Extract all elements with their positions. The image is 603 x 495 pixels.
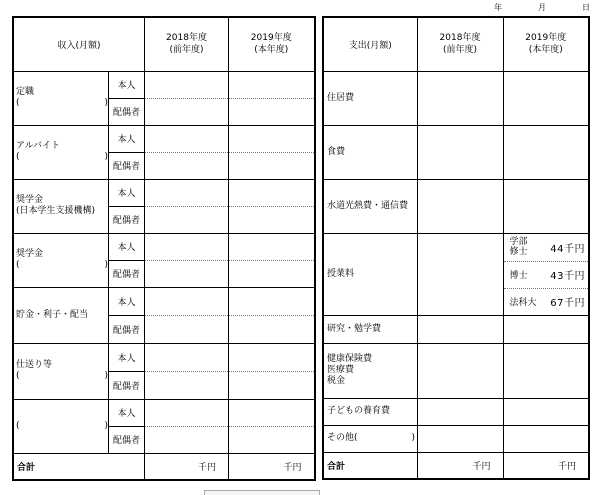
income-parttime-spouse-curr[interactable] — [229, 152, 315, 179]
expense-health-label — [323, 343, 417, 398]
income-row-scholarship-jasso — [13, 179, 109, 233]
expense-table — [322, 16, 590, 480]
expense-col-curr — [503, 17, 589, 71]
expense-utilities-curr[interactable] — [503, 179, 589, 233]
expense-col-prev — [417, 17, 503, 71]
income-custom-self-curr[interactable] — [229, 399, 315, 426]
expense-utilities-label: 水道光熱費・通信費 — [323, 179, 417, 233]
expense-health-prev[interactable] — [417, 343, 503, 398]
expense-utilities-prev[interactable] — [417, 179, 503, 233]
expense-tuition-label: 授業料 — [323, 233, 417, 315]
col-curr-year: 2019年度 — [525, 33, 567, 44]
date-day: 日 — [582, 3, 590, 12]
person-spouse-label: 配偶者 — [109, 260, 145, 287]
tuition-fee-amount: 44千円 — [550, 243, 585, 255]
expense-health-insurance: 健康保険費 — [327, 354, 373, 364]
income-table — [12, 16, 316, 481]
income-row-sublabel: (日本学生支援機構) — [16, 206, 96, 216]
income-row-label: 貯金・利子・配当 — [16, 309, 89, 320]
income-row-custom — [13, 399, 109, 453]
expense-other-text: その他( — [327, 433, 358, 443]
income-row-label: 奨学金 — [16, 249, 44, 259]
income-total-prev-unit[interactable]: 千円 — [145, 453, 229, 480]
expense-research-prev[interactable] — [417, 315, 503, 343]
income-fulltime-self-curr[interactable] — [229, 71, 315, 98]
person-spouse-label: 配偶者 — [109, 152, 145, 179]
expense-food-curr[interactable] — [503, 125, 589, 179]
person-spouse-label: 配偶者 — [109, 371, 145, 399]
person-spouse-label: 配偶者 — [109, 98, 145, 125]
income-row-label: アルバイト — [16, 141, 61, 151]
expense-other-prev[interactable] — [417, 425, 503, 452]
expense-tuition-prev[interactable] — [417, 233, 503, 315]
col-curr-sub: (本年度) — [254, 45, 289, 56]
expense-housing-label: 住居費 — [323, 71, 417, 125]
income-allowance-spouse-prev[interactable] — [145, 371, 229, 399]
income-savings-spouse-prev[interactable] — [145, 315, 229, 343]
person-self-label: 本人 — [109, 287, 145, 315]
expense-total-curr-unit[interactable]: 千円 — [503, 452, 589, 479]
person-self-label: 本人 — [109, 125, 145, 152]
tuition-fee-doctor — [503, 261, 589, 288]
income-allowance-spouse-curr[interactable] — [229, 371, 315, 399]
income-parttime-spouse-prev[interactable] — [145, 152, 229, 179]
income-row-label: 奨学金 — [16, 195, 44, 205]
person-self-label: 本人 — [109, 343, 145, 371]
income-custom-self-prev[interactable] — [145, 399, 229, 426]
income-custom-spouse-curr[interactable] — [229, 426, 315, 453]
expense-childcare-prev[interactable] — [417, 398, 503, 425]
expense-health-curr[interactable] — [503, 343, 589, 398]
income-row-fulltime — [13, 71, 109, 125]
income-row-scholarship-other — [13, 233, 109, 287]
tuition-fee-amount: 43千円 — [550, 271, 585, 282]
income-row-paren: ( ) — [16, 371, 108, 381]
expense-food-prev[interactable] — [417, 125, 503, 179]
expense-research-label: 研究・勉学費 — [323, 315, 417, 343]
expense-childcare-label: 子どもの養育費 — [323, 398, 417, 425]
tuition-fee-label: 博士 — [509, 271, 528, 281]
expense-total-prev-unit[interactable]: 千円 — [417, 452, 503, 479]
income-row-label: 定職 — [16, 87, 35, 97]
income-allowance-self-curr[interactable] — [229, 343, 315, 371]
col-prev-sub: (前年度) — [169, 45, 204, 56]
date-line — [490, 2, 600, 14]
income-scholarship-spouse-curr[interactable] — [229, 260, 315, 287]
income-scholarship-self-curr[interactable] — [229, 233, 315, 260]
income-header: 収入(月額) — [13, 17, 145, 71]
income-jasso-self-prev[interactable] — [145, 179, 229, 206]
col-prev-sub: (前年度) — [442, 45, 478, 56]
col-curr-sub: (本年度) — [528, 45, 563, 56]
income-savings-self-curr[interactable] — [229, 287, 315, 315]
person-self-label: 本人 — [109, 71, 145, 98]
person-self-label: 本人 — [109, 233, 145, 260]
income-col-curr — [229, 17, 315, 71]
income-row-savings — [13, 287, 109, 343]
expense-total-label: 合計 — [323, 452, 417, 479]
expense-housing-prev[interactable] — [417, 71, 503, 125]
income-scholarship-self-prev[interactable] — [145, 233, 229, 260]
income-row-paren: ( ) — [16, 420, 108, 431]
tuition-fee-label: 法科大 — [509, 298, 537, 308]
expense-medical: 医療費 — [327, 365, 355, 375]
tuition-fee-amount: 67千円 — [550, 298, 585, 309]
income-total-curr-unit[interactable]: 千円 — [229, 453, 315, 480]
person-self-label: 本人 — [109, 179, 145, 206]
expense-housing-curr[interactable] — [503, 71, 589, 125]
expense-other-curr[interactable] — [503, 425, 589, 452]
expense-research-curr[interactable] — [503, 315, 589, 343]
expense-food-label: 食費 — [323, 125, 417, 179]
date-year: 年 — [494, 3, 502, 12]
person-spouse-label: 配偶者 — [109, 315, 145, 343]
income-col-prev — [145, 17, 229, 71]
horizontal-scrollbar[interactable] — [204, 490, 320, 495]
income-fulltime-spouse-prev[interactable] — [145, 98, 229, 125]
income-row-parttime — [13, 125, 109, 179]
income-fulltime-spouse-curr[interactable] — [229, 98, 315, 125]
tuition-fee-label2: 修士 — [509, 247, 528, 257]
income-row-paren: ( ) — [16, 152, 108, 162]
col-prev-year: 2018年度 — [439, 33, 481, 44]
income-jasso-self-curr[interactable] — [229, 179, 315, 206]
income-parttime-self-prev[interactable] — [145, 125, 229, 152]
expense-tax: 税金 — [327, 376, 346, 386]
income-fulltime-self-prev[interactable] — [145, 71, 229, 98]
income-row-paren: ( ) — [16, 260, 108, 270]
col-curr-year: 2019年度 — [250, 33, 292, 44]
expense-other-label: その他( ) — [323, 425, 417, 452]
expense-childcare-curr[interactable] — [503, 398, 589, 425]
income-row-allowance — [13, 343, 109, 399]
income-total-label: 合計 — [13, 453, 145, 480]
income-row-paren: ( ) — [16, 98, 108, 108]
date-month: 月 — [538, 3, 546, 12]
tuition-fee-undergrad-master — [503, 233, 589, 261]
tuition-fee-law-school — [503, 288, 589, 315]
income-parttime-self-curr[interactable] — [229, 125, 315, 152]
income-custom-spouse-prev[interactable] — [145, 426, 229, 453]
income-jasso-spouse-curr[interactable] — [229, 206, 315, 233]
person-self-label: 本人 — [109, 399, 145, 426]
income-jasso-spouse-prev[interactable] — [145, 206, 229, 233]
income-savings-spouse-curr[interactable] — [229, 315, 315, 343]
income-scholarship-spouse-prev[interactable] — [145, 260, 229, 287]
person-spouse-label: 配偶者 — [109, 206, 145, 233]
expense-header: 支出(月額) — [323, 17, 417, 71]
income-row-label: 仕送り等 — [16, 360, 53, 370]
income-savings-self-prev[interactable] — [145, 287, 229, 315]
income-allowance-self-prev[interactable] — [145, 343, 229, 371]
col-prev-year: 2018年度 — [166, 33, 207, 44]
tuition-fee-label: 学部 — [509, 237, 528, 247]
person-spouse-label: 配偶者 — [109, 426, 145, 453]
